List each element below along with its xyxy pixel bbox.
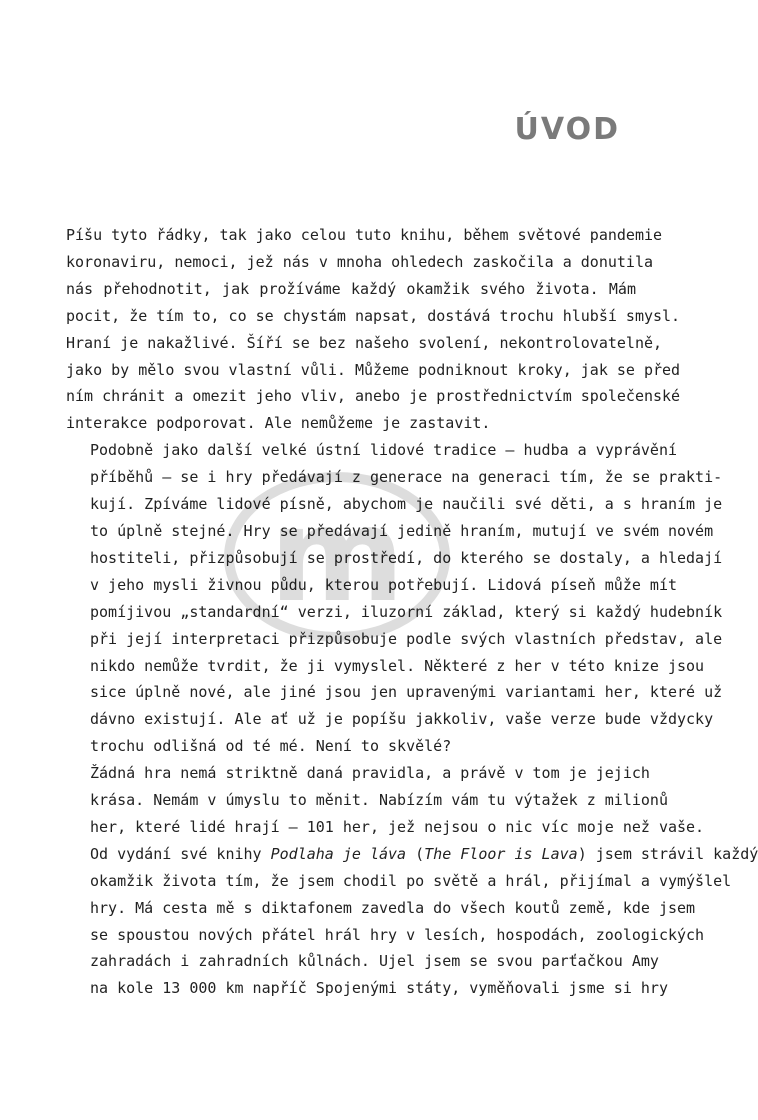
- text-line: nikdo nemůže tvrdit, že ji vymyslel. Některé z her v této knize jsou: [90, 656, 705, 675]
- text-line: okamžik života tím, že jsem chodil po světě a hrál, přijímal a vymýšlel: [90, 871, 732, 890]
- text-line: Od vydání své knihy Podlaha je láva (The Floor is Lava) jsem strávil každý: [90, 844, 758, 863]
- text-line: her, které lidé hrají – 101 her, jež nejsou o nic víc moje než vaše.: [90, 817, 705, 836]
- text-line: Hraní je nakažlivé. Šíří se bez našeho svolení, nekontrolovatelně,: [66, 333, 663, 352]
- text-line: hostiteli, přizpůsobují se prostředí, do kterého se dostaly, a hledají: [90, 548, 723, 567]
- text-line: příběhů – se i hry předávají z generace na generaci tím, že se prakti-: [90, 468, 723, 487]
- chapter-heading: ÚVOD: [514, 112, 620, 147]
- text-line: dávno existují. Ale ať už je popíšu jakkoliv, vaše verze bude vždycky: [90, 710, 714, 729]
- text-line: interakce podporovat. Ale nemůžeme je zastavit.: [66, 414, 491, 433]
- text-line: koronaviru, nemoci, jež nás v mnoha ohledech zaskočila a donutila: [66, 252, 653, 271]
- text-line: hry. Má cesta mě s diktafonem zavedla do všech koutů země, kde jsem: [90, 898, 696, 917]
- text-line: Žádná hra nemá striktně daná pravidla, a právě v tom je jejich: [90, 764, 650, 783]
- text-line: na kole 13 000 km napříč Spojenými státy, vyměňovali jsme si hry: [90, 979, 668, 998]
- text-line: trochu odlišná od té mé. Není to skvělé?: [90, 737, 452, 756]
- text-line: pomíjivou „standardní“ verzi, iluzorní základ, který si každý hudebník: [90, 602, 723, 621]
- text-line: jako by mělo svou vlastní vůli. Můžeme podniknout kroky, jak se před: [66, 360, 681, 379]
- text-line: Píšu tyto řádky, tak jako celou tuto knihu, během světové pandemie: [66, 226, 663, 244]
- paragraph-1: [66, 222, 681, 437]
- text-line: krása. Nemám v úmyslu to měnit. Nabízím vám tu výtažek z milionů: [90, 791, 668, 810]
- text-line: se spoustou nových přátel hrál hry v lesích, hospodách, zoologických: [90, 925, 705, 944]
- text-line: ním chránit a omezit jeho vliv, anebo je prostřednictvím společenské: [66, 387, 681, 406]
- text-line: nás přehodnotit, jak prožíváme každý okamžik svého života. Mám: [66, 279, 636, 298]
- text-line: při její interpretaci přizpůsobuje podle svých vlastních představ, ale: [90, 629, 723, 648]
- text-line: zahradách i zahradních kůlnách. Ujel jsem se svou parťačkou Amy: [90, 952, 659, 971]
- watermark-letter: m: [269, 479, 405, 631]
- text-line: kují. Zpíváme lidové písně, abychom je naučili své děti, a s hraním je: [90, 495, 723, 514]
- text-line: to úplně stejné. Hry se předávají jedině hraním, mutují ve svém novém: [90, 521, 714, 540]
- text-line: pocit, že tím to, co se chystám napsat, dostává trochu hlubší smysl.: [66, 306, 681, 325]
- text-line: Podobně jako další velké ústní lidové tradice – hudba a vyprávění: [90, 441, 677, 460]
- chapter-body: [66, 222, 758, 1002]
- paragraph-2: [66, 437, 723, 760]
- paragraph-3: [66, 760, 758, 1002]
- text-line: v jeho mysli živnou půdu, kterou potřebují. Lidová píseň může mít: [90, 575, 677, 594]
- text-line: sice úplně nové, ale jiné jsou jen upravenými variantami her, které už: [90, 683, 723, 702]
